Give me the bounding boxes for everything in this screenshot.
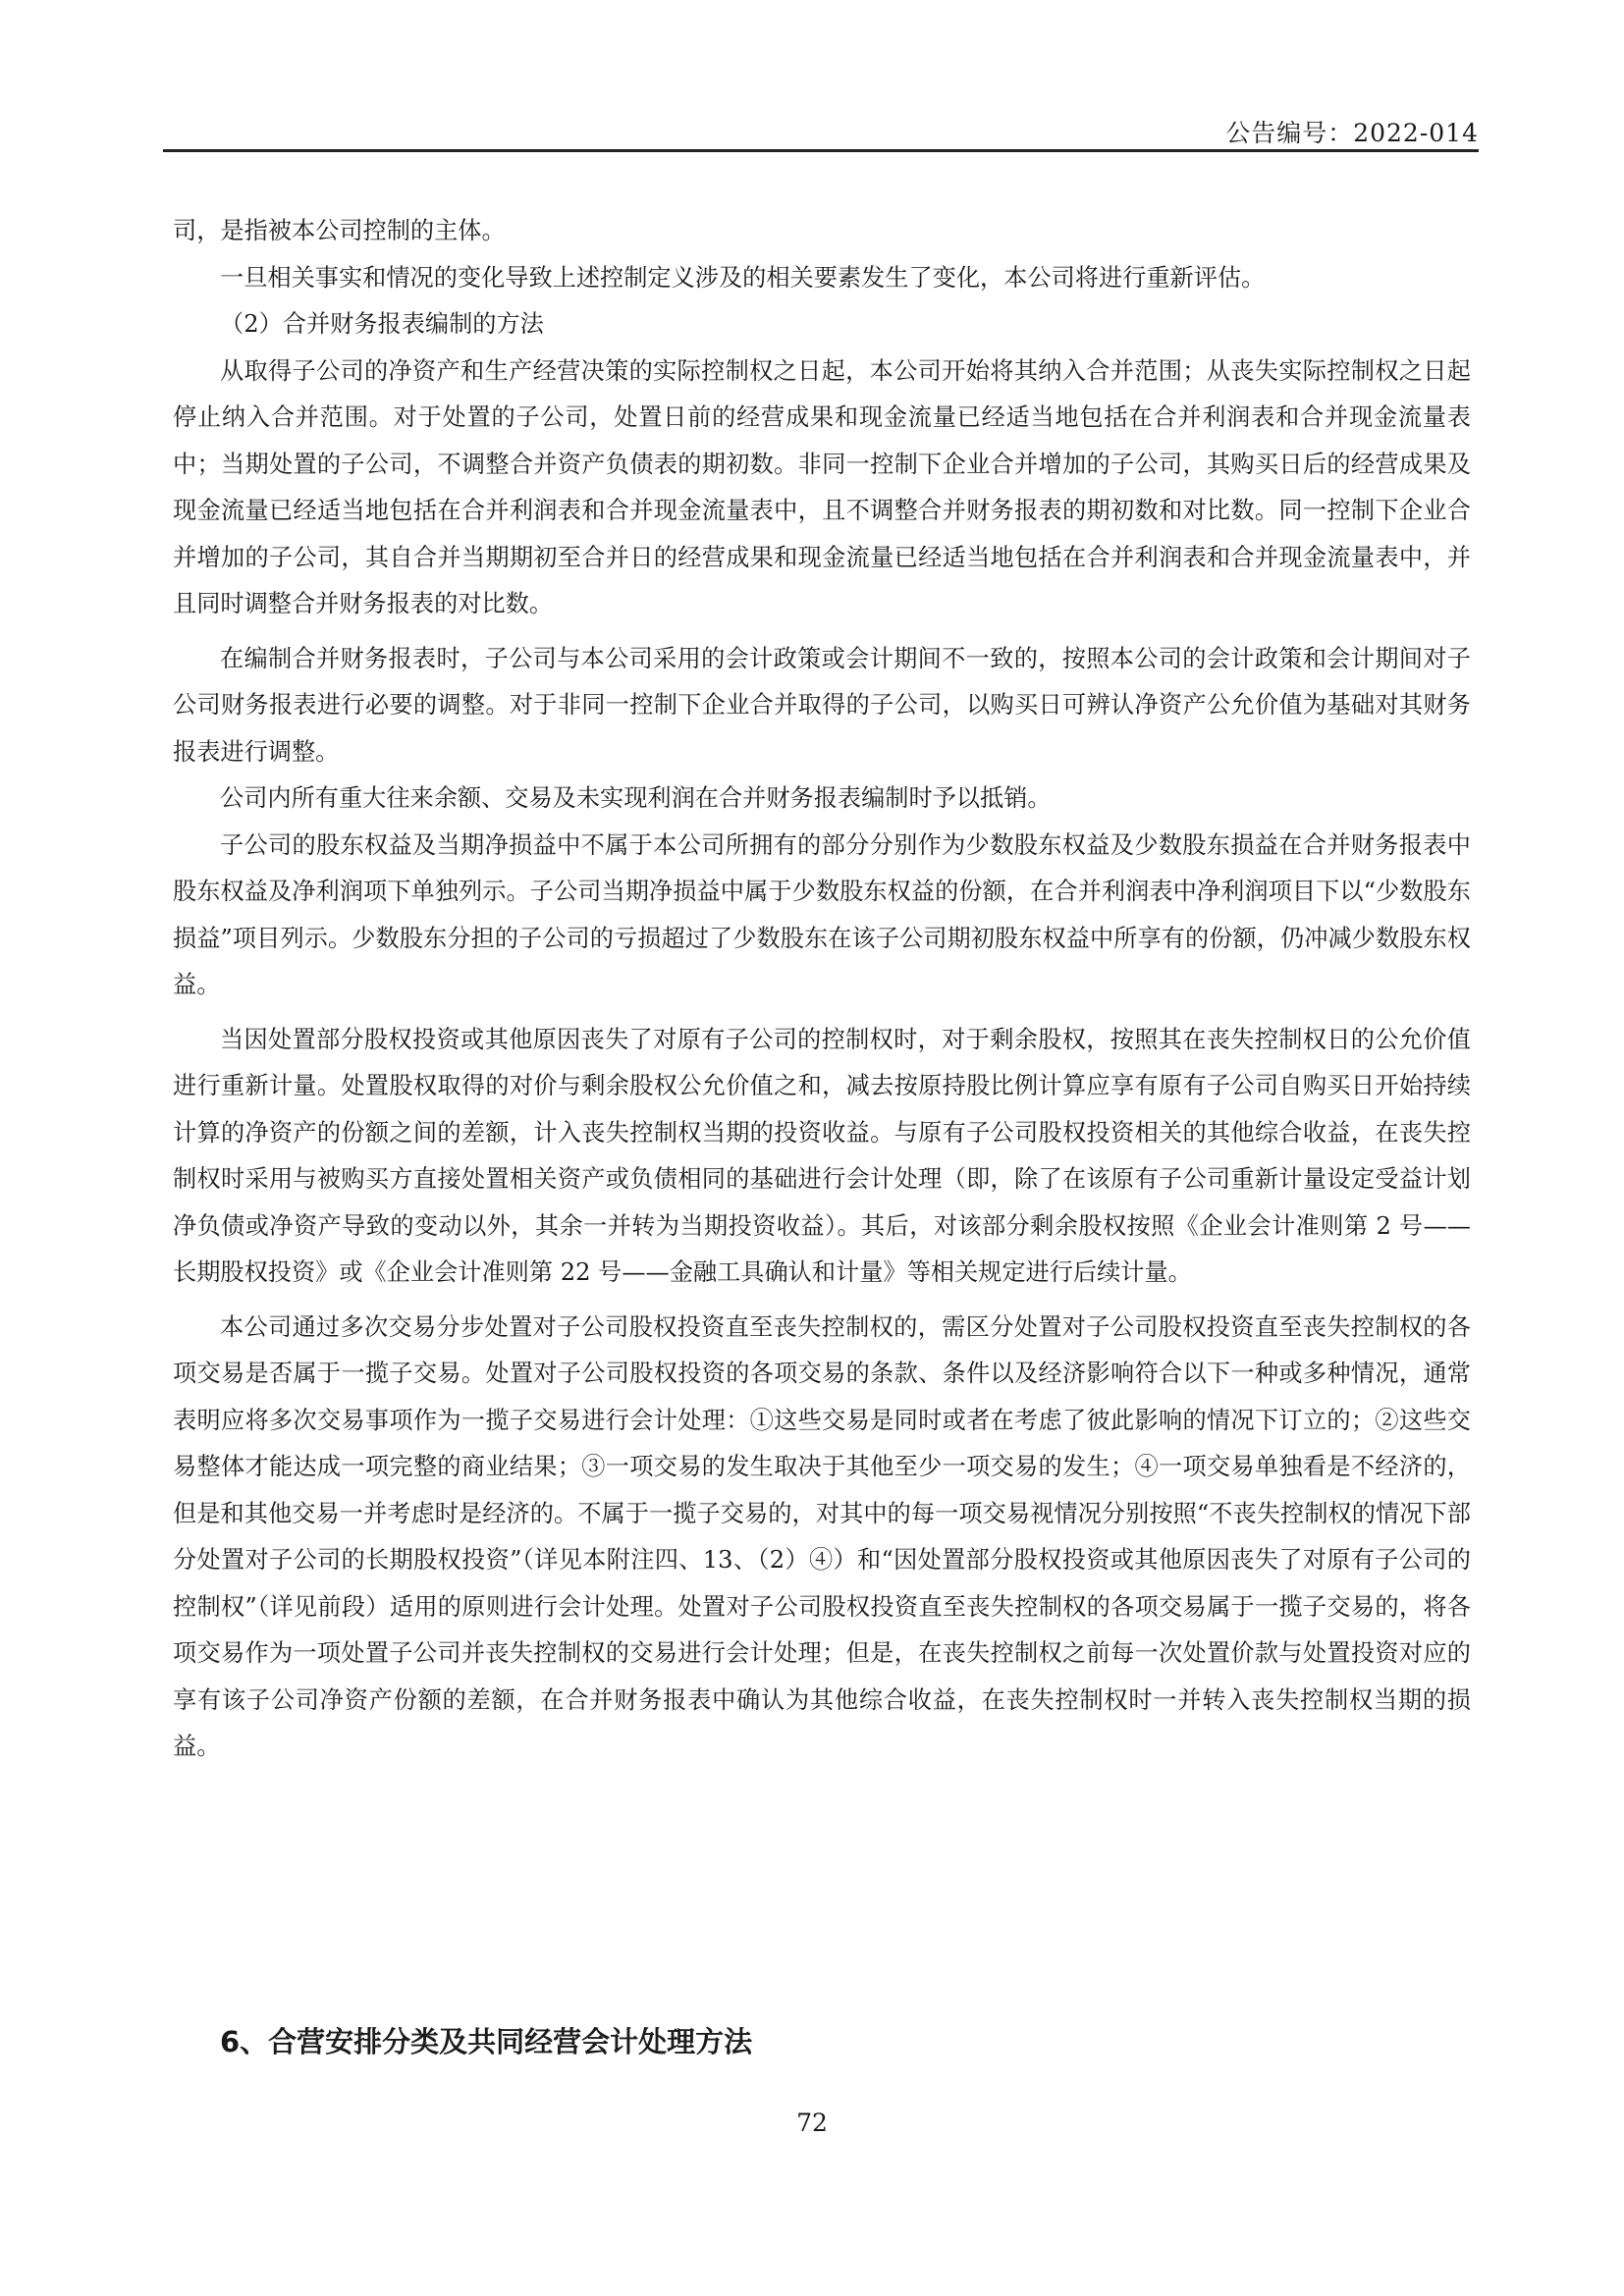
body-text [173,208,1471,1771]
paragraph: 一旦相关事实和情况的变化导致上述控制定义涉及的相关要素发生了变化，本公司将进行重新评估。 [220,263,1266,292]
paragraph-continuation: 司，是指被本公司控制的主体。 [173,217,506,244]
paragraph: 公司内所有重大往来余额、交易及未实现利润在合并财务报表编制时予以抵销。 [220,784,1052,812]
paragraph: 本公司通过多次交易分步处置对子公司股权投资直至丧失控制权的，需区分处置对子公司股权投资直至丧失控制权的各项交易是否属于一揽子交易。处置对子公司股权投资的各项交易的条款、条件以及经济影响符合以下一种或多种情况，通常表明应将多次交易事项作为一揽子交易进行会计处理：①这些交易是同时或者在考虑了彼此影响的情况下订立的；②这些交易整体才能达成一项完整的商业结果；③一项交易的发生取决于其他至少一项交易的发生；④一项交易单独看是不经济的，但是和其他交易一并考虑时是经济的。不属于一揽子交易的，对其中的每一项交易视情况分别按照“不丧失控制权的情况下部分处置对子公司的长期股权投资”（详见本附注四、13、（2）④）和“因处置部分股权投资或其他原因丧失了对原有子公司的控制权”（详见前段）适用的原则进行会计处理。处置对子公司股权投资直至丧失控制权的各项交易属于一揽子交易的，将各项交易作为一项处置子公司并丧失控制权的交易进行会计处理；但是，在丧失控制权之前每一次处置价款与处置投资对应的享有该子公司净资产份额的差额，在合并财务报表中确认为其他综合收益，在丧失控制权时一并转入丧失控制权当期的损益。 [173,1312,1471,1760]
announcement-number: 公告编号：2022-014 [1225,119,1479,147]
paragraph: 从取得子公司的净资产和生产经营决策的实际控制权之日起，本公司开始将其纳入合并范围；从丧失实际控制权之日起停止纳入合并范围。对于处置的子公司，处置日前的经营成果和现金流量已经适当地包括在合并利润表和合并现金流量表中；当期处置的子公司，不调整合并资产负债表的期初数。非同一控制下企业合并增加的子公司，其购买日后的经营成果及现金流量已经适当地包括在合并利润表和合并现金流量表中，且不调整合并财务报表的期初数和对比数。同一控制下企业合并增加的子公司，其自合并当期期初至合并日的经营成果和现金流量已经适当地包括在合并利润表和合并现金流量表中，并且同时调整合并财务报表的对比数。 [173,356,1471,617]
subsection-title: （2）合并财务报表编制的方法 [220,310,544,338]
header-divider [163,149,1479,152]
page-number: 72 [796,2109,828,2137]
paragraph: 在编制合并财务报表时，子公司与本公司采用的会计政策或会计期间不一致的，按照本公司的会计政策和会计期间对子公司财务报表进行必要的调整。对于非同一控制下企业合并取得的子公司，以购买日可辨认净资产公允价值为基础对其财务报表进行调整。 [173,644,1471,766]
section-heading: 6、合营安排分类及共同经营会计处理方法 [220,2025,753,2058]
paragraph: 子公司的股东权益及当期净损益中不属于本公司所拥有的部分分别作为少数股东权益及少数股东损益在合并财务报表中股东权益及净利润项下单独列示。子公司当期净损益中属于少数股东权益的份额，在合并利润表中净利润项目下以“少数股东损益”项目列示。少数股东分担的子公司的亏损超过了少数股东在该子公司期初股东权益中所享有的份额，仍冲减少数股东权益。 [173,830,1471,998]
paragraph: 当因处置部分股权投资或其他原因丧失了对原有子公司的控制权时，对于剩余股权，按照其在丧失控制权日的公允价值进行重新计量。处置股权取得的对价与剩余股权公允价值之和，减去按原持股比例计算应享有原有子公司自购买日开始持续计算的净资产的份额之间的差额，计入丧失控制权当期的投资收益。与原有子公司股权投资相关的其他综合收益，在丧失控制权时采用与被购买方直接处置相关资产或负债相同的基础进行会计处理（即，除了在该原有子公司重新计量设定受益计划净负债或净资产导致的变动以外，其余一并转为当期投资收益）。其后，对该部分剩余股权按照《企业会计准则第 2 号——长期股权投资》或《企业会计准则第 22 号——金融工具确认和计量》等相关规定进行后续计量。 [173,1025,1471,1286]
